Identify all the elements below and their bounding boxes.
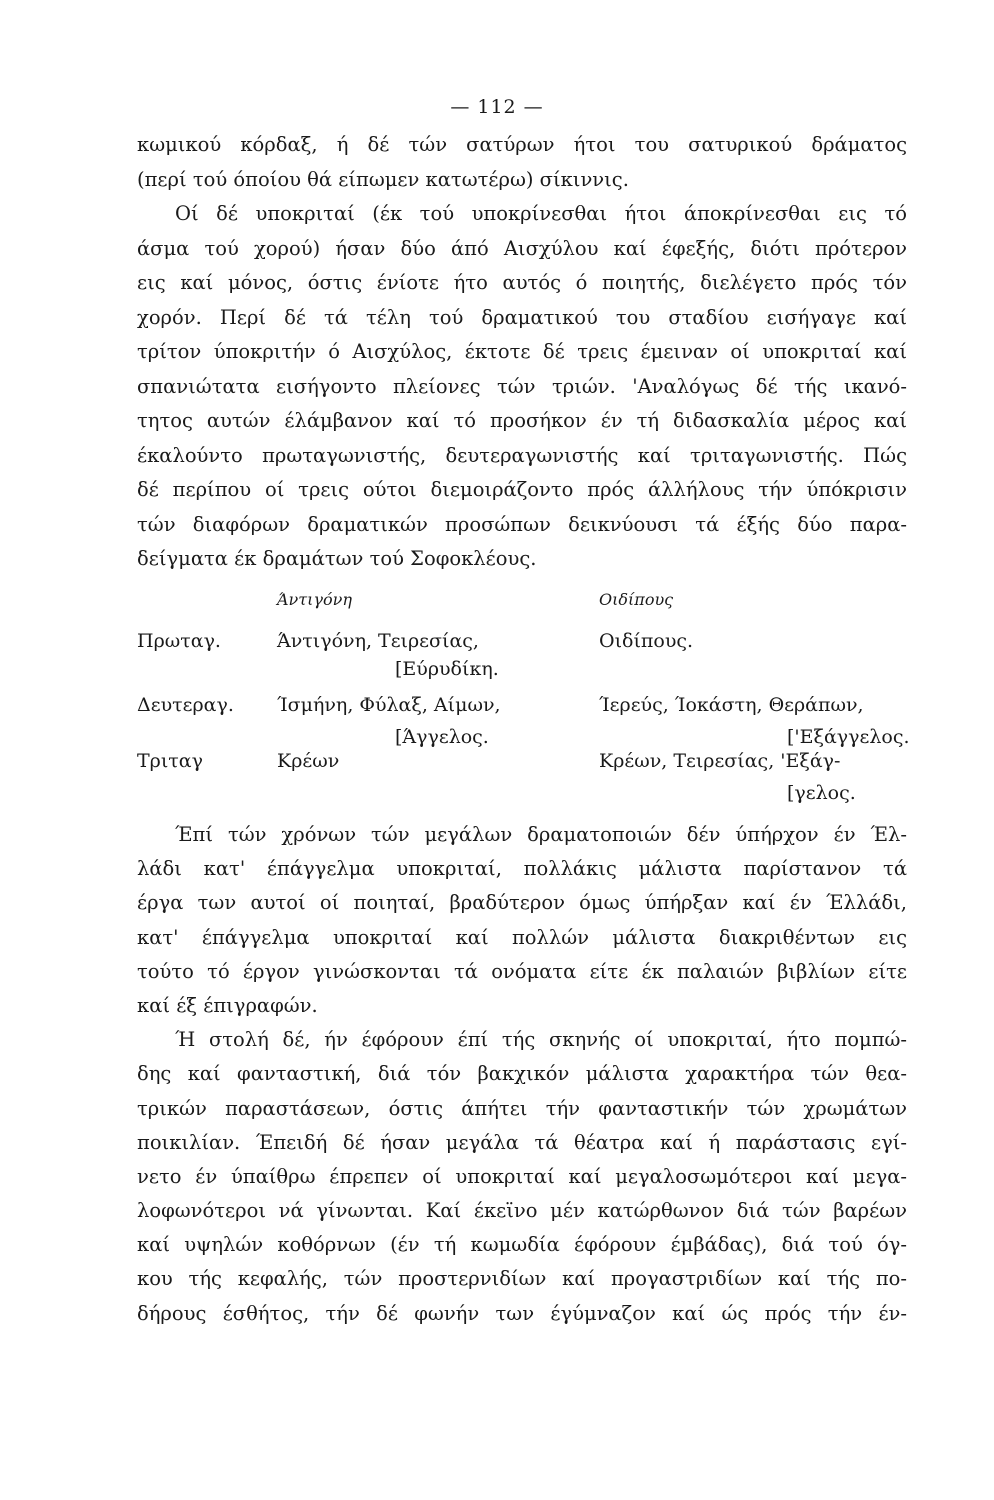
- table-header-antigone: Άντιγόνη: [277, 590, 352, 609]
- antigone-cast-continued: [Εύρυδίκη.: [395, 658, 499, 680]
- antigone-cast: Κρέων: [277, 750, 340, 772]
- text-line: δης καί φανταστική, διά τόν βακχικόν μάλιστα χαρακτήρα τών θεα-: [137, 1062, 907, 1086]
- text-line: έργα των αυτοί οί ποιηταί, βραδύτερον όμως ύπήρξαν καί έν Έλλάδι,: [137, 891, 907, 915]
- role-label: Τριταγ: [137, 750, 203, 772]
- text-line: σπανιώτατα εισήγοντο πλείονες τών τριών. 'Αναλόγως δέ τής ικανό-: [137, 374, 907, 398]
- text-line: καί υψηλών κοθόρνων (έν τή κωμωδία έφόρουν έμβάδας), διά τού όγ-: [137, 1233, 907, 1257]
- text-line: καί έξ έπιγραφών.: [137, 993, 318, 1017]
- text-line: τών διαφόρων δραματικών προσώπων δεικνύουσι τά έξής δύο παρα-: [137, 512, 907, 536]
- oedipus-cast: Ίερεύς, Ίοκάστη, Θεράπων,: [599, 694, 864, 716]
- text-line: δείγματα έκ δραμάτων τού Σοφοκλέους.: [137, 547, 537, 570]
- text-line: νετο έν ύπαίθρω έπρεπεν οί υποκριταί καί μεγαλοσωμότεροι καί μεγα-: [137, 1164, 907, 1188]
- paragraph-1: [137, 128, 907, 577]
- oedipus-cast-continued: [γελος.: [787, 782, 856, 804]
- text-line: τρίτον ύποκριτήν ό Αισχύλος, έκτοτε δέ τρεις έμειναν οί υποκριταί καί: [137, 340, 907, 363]
- text-line: λοφωνότεροι νά γίνωνται. Καί έκεϊνο μέν κατώρθωνον διά τών βαρέων: [137, 1199, 907, 1223]
- paragraph-2-3: [137, 818, 907, 1331]
- oedipus-cast: Κρέων, Τειρεσίας, 'Εξάγ-: [599, 750, 841, 772]
- text-line: κου τής κεφαλής, τών προστερνιδίων καί προγαστριδίων καί τής πο-: [137, 1267, 907, 1291]
- text-line: (περί τού όποίου θά είπωμεν κατωτέρω) σίκιννις.: [137, 167, 629, 191]
- oedipus-cast-continued: ['Εξάγγελος.: [787, 726, 910, 748]
- text-line: δήρους έσθήτος, τήν δέ φωνήν των έγύμναζον καί ώς πρός τήν έν-: [137, 1301, 907, 1325]
- page-number: — 112 —: [450, 96, 544, 118]
- text-line: εις καί μόνος, όστις ένίοτε ήτο αυτός ό ποιητής, διελέγετο πρός τόν: [137, 271, 907, 294]
- oedipus-cast: Οιδίπους.: [599, 630, 694, 652]
- text-line: Ή στολή δέ, ήν έφόρουν έπί τής σκηνής οί υποκριταί, ήτο πομπώ-: [175, 1028, 907, 1052]
- text-line: τρικών παραστάσεων, όστις άπήτει τήν φανταστικήν τών χρωμάτων: [137, 1096, 907, 1120]
- antigone-cast: Ίσμήνη, Φύλαξ, Αίμων,: [277, 694, 501, 716]
- role-label: Δευτεραγ.: [137, 694, 234, 716]
- text-line: κωμικού κόρδαξ, ή δέ τών σατύρων ήτοι του σατυρικού δράματος: [137, 133, 907, 156]
- antigone-cast-continued: [Άγγελος.: [395, 726, 489, 748]
- text-line: Έπί τών χρόνων τών μεγάλων δραματοποιών δέν ύπήρχον έν Έλ-: [175, 823, 907, 846]
- text-line: ποικιλίαν. Έπειδή δέ ήσαν μεγάλα τά θέατρα καί ή παράστασις εγί-: [137, 1130, 907, 1154]
- text-line: δέ περίπου οί τρεις ούτοι διεμοιράζοντο πρός άλλήλους τήν ύπόκρισιν: [137, 478, 907, 501]
- table-header-oedipus: Οιδίπους: [599, 590, 674, 609]
- antigone-cast: Άντιγόνη, Τειρεσίας,: [277, 630, 479, 652]
- text-line: λάδι κατ' έπάγγελμα υποκριταί, πολλάκις μάλιστα παρίστανον τά: [137, 857, 907, 881]
- text-line: άσμα τού χορού) ήσαν δύο άπό Αισχύλου καί έφεξής, διότι πρότερον: [137, 236, 907, 260]
- text-line: Οί δέ υποκριταί (έκ τού υποκρίνεσθαι ήτοι άποκρίνεσθαι εις τό: [175, 202, 907, 225]
- text-line: κατ' έπάγγελμα υποκριταί καί πολλών μάλιστα διακριθέντων εις: [137, 925, 907, 949]
- role-label: Πρωταγ.: [137, 630, 221, 652]
- text-line: τητος αυτών έλάμβανον καί τό προσήκον έν τή διδασκαλία μέρος καί: [137, 409, 907, 432]
- text-line: έκαλούντο πρωταγωνιστής, δευτεραγωνιστής καί τριταγωνιστής. Πώς: [137, 443, 907, 467]
- text-line: τούτο τό έργον γινώσκονται τά ονόματα είτε έκ παλαιών βιβλίων είτε: [137, 959, 907, 983]
- text-line: χορόν. Περί δέ τά τέλη τού δραματικού του σταδίου εισήγαγε καί: [137, 305, 907, 329]
